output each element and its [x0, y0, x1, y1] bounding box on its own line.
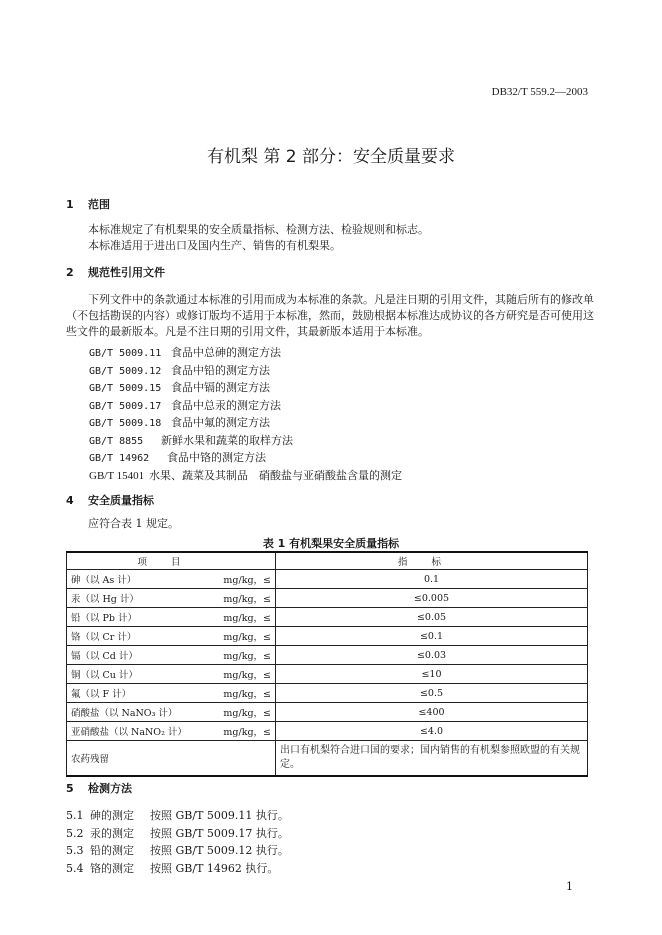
row-item — [67, 570, 276, 589]
ref-name: 水果、蔬菜及其制品 硝酸盐与亚硝酸盐含量的测定 — [149, 469, 402, 482]
method-item — [66, 807, 289, 823]
row-item — [67, 703, 276, 722]
table-row — [67, 627, 588, 646]
table-row — [67, 570, 588, 589]
row-item — [67, 741, 276, 777]
ref-item — [89, 344, 281, 360]
ref-item — [89, 449, 266, 465]
row-name: 亚硝酸盐（以 NaNO₂ 计） — [71, 727, 187, 738]
method-item — [66, 825, 289, 841]
ref-name: 食品中镉的测定方法 — [171, 381, 270, 394]
section-title: 规范性引用文件 — [88, 266, 165, 279]
method-text: 按照 GB/T 5009.12 执行。 — [150, 844, 289, 857]
refs-intro: 下列文件中的条款通过本标准的引用而成为本标准的条款。凡是注日期的引用文件，其随后所有的修改单（不包括勘误的内容）或修订版均不适用于本标准，然而，鼓励根据本标准达成协议的各方研究是否可使用这些文件的最新版本。凡是不注日期的引用文件，其最新版本适用于本标准。 — [66, 293, 594, 338]
ref-name: 食品中总砷的测定方法 — [171, 346, 281, 359]
row-name: 铬（以 Cr 计） — [71, 632, 137, 643]
row-name: 汞（以 Hg 计） — [71, 594, 139, 605]
row-limit: ≤4.0 — [276, 722, 588, 741]
row-unit: mg/kg，≤ — [223, 708, 271, 719]
ref-item — [89, 432, 293, 448]
row-name: 铜（以 Cu 计） — [71, 670, 138, 681]
row-unit: mg/kg，≤ — [223, 651, 271, 662]
section-heading-quality — [66, 492, 154, 508]
method-number: 5.1 — [66, 809, 84, 822]
row-note: 出口有机梨符合进口国的要求；国内销售的有机梨参照欧盟的有关规定。 — [276, 741, 588, 777]
header-item: 项目 — [67, 552, 276, 570]
ref-item — [89, 467, 402, 483]
row-name: 氟（以 F 计） — [71, 689, 132, 700]
section-number: 4 — [66, 494, 74, 507]
row-item — [67, 684, 276, 703]
row-unit: mg/kg，≤ — [223, 613, 271, 624]
ref-code: GB/T 14962 — [89, 453, 150, 464]
ref-code: GB/T 15401 — [89, 470, 145, 482]
row-limit: ≤0.03 — [276, 646, 588, 665]
ref-item — [89, 362, 270, 378]
row-limit: ≤0.05 — [276, 608, 588, 627]
ref-code: GB/T 8855 — [89, 436, 144, 447]
method-name: 砷的测定 — [90, 809, 134, 822]
table-row-pesticide — [67, 741, 588, 777]
section-heading-scope — [66, 196, 110, 212]
row-name: 铅（以 Pb 计） — [71, 613, 138, 624]
page-title: 有机梨 第 2 部分：安全质量要求 — [206, 147, 456, 167]
quality-text: 应符合表 1 规定。 — [88, 517, 179, 530]
section-number: 2 — [66, 266, 74, 279]
table-row — [67, 665, 588, 684]
quality-table — [66, 551, 588, 777]
page-number: 1 — [566, 880, 573, 893]
table-caption: 表 1 有机梨果安全质量指标 — [262, 537, 400, 550]
row-limit: ≤0.1 — [276, 627, 588, 646]
scope-paragraph-2: 本标准适用于进出口及国内生产、销售的有机梨果。 — [88, 239, 341, 252]
table-row — [67, 646, 588, 665]
table-row — [67, 684, 588, 703]
row-item — [67, 722, 276, 741]
method-name: 铅的测定 — [90, 844, 134, 857]
table-row — [67, 589, 588, 608]
row-name: 镉（以 Cd 计） — [71, 651, 138, 662]
section-heading-refs — [66, 264, 165, 280]
ref-code: GB/T 5009.11 — [89, 348, 162, 359]
scope-paragraph-1: 本标准规定了有机梨果的安全质量指标、检测方法、检验规则和标志。 — [88, 223, 429, 236]
section-title: 安全质量指标 — [88, 494, 154, 507]
row-limit: ≤400 — [276, 703, 588, 722]
ref-name: 食品中氟的测定方法 — [171, 416, 270, 429]
row-unit: mg/kg，≤ — [223, 727, 271, 738]
header-limit: 指标 — [276, 552, 588, 570]
table-row — [67, 703, 588, 722]
ref-code: GB/T 5009.15 — [89, 383, 162, 394]
method-text: 按照 GB/T 14962 执行。 — [150, 862, 279, 875]
ref-code: GB/T 5009.18 — [89, 418, 162, 429]
method-item — [66, 860, 278, 876]
row-unit: mg/kg，≤ — [223, 670, 271, 681]
section-number: 1 — [66, 198, 74, 211]
method-name: 汞的测定 — [90, 827, 134, 840]
table-row — [67, 722, 588, 741]
ref-item — [89, 397, 281, 413]
section-title: 检测方法 — [88, 782, 132, 795]
method-number: 5.2 — [66, 827, 84, 840]
row-name: 农药残留 — [71, 754, 110, 765]
doc-code: DB32/T 559.2—2003 — [491, 86, 588, 98]
ref-name: 食品中铬的测定方法 — [167, 451, 266, 464]
row-limit: ≤10 — [276, 665, 588, 684]
row-item — [67, 589, 276, 608]
ref-code: GB/T 5009.17 — [89, 401, 162, 412]
ref-name: 食品中总汞的测定方法 — [171, 399, 281, 412]
row-name: 砷（以 As 计） — [71, 575, 137, 586]
ref-code: GB/T 5009.12 — [89, 366, 162, 377]
row-unit: mg/kg，≤ — [223, 689, 271, 700]
row-item — [67, 646, 276, 665]
table-header-row — [67, 552, 588, 570]
row-item — [67, 665, 276, 684]
method-text: 按照 GB/T 5009.17 执行。 — [150, 827, 289, 840]
row-limit: ≤0.005 — [276, 589, 588, 608]
ref-item — [89, 414, 270, 430]
ref-name: 新鲜水果和蔬菜的取样方法 — [161, 434, 293, 447]
table-row — [67, 608, 588, 627]
method-number: 5.3 — [66, 844, 84, 857]
row-unit: mg/kg，≤ — [223, 575, 271, 586]
row-unit: mg/kg，≤ — [223, 632, 271, 643]
method-item — [66, 842, 289, 858]
section-number: 5 — [66, 782, 74, 795]
section-heading-methods — [66, 780, 132, 796]
row-limit: 0.1 — [276, 570, 588, 589]
row-item — [67, 608, 276, 627]
section-title: 范围 — [88, 198, 110, 211]
row-name: 硝酸盐（以 NaNO₃ 计） — [71, 708, 178, 719]
method-name: 铬的测定 — [90, 862, 134, 875]
ref-item — [89, 379, 270, 395]
ref-name: 食品中铅的测定方法 — [171, 364, 270, 377]
method-number: 5.4 — [66, 862, 84, 875]
row-item — [67, 627, 276, 646]
row-limit: ≤0.5 — [276, 684, 588, 703]
method-text: 按照 GB/T 5009.11 执行。 — [150, 809, 289, 822]
row-unit: mg/kg，≤ — [223, 594, 271, 605]
